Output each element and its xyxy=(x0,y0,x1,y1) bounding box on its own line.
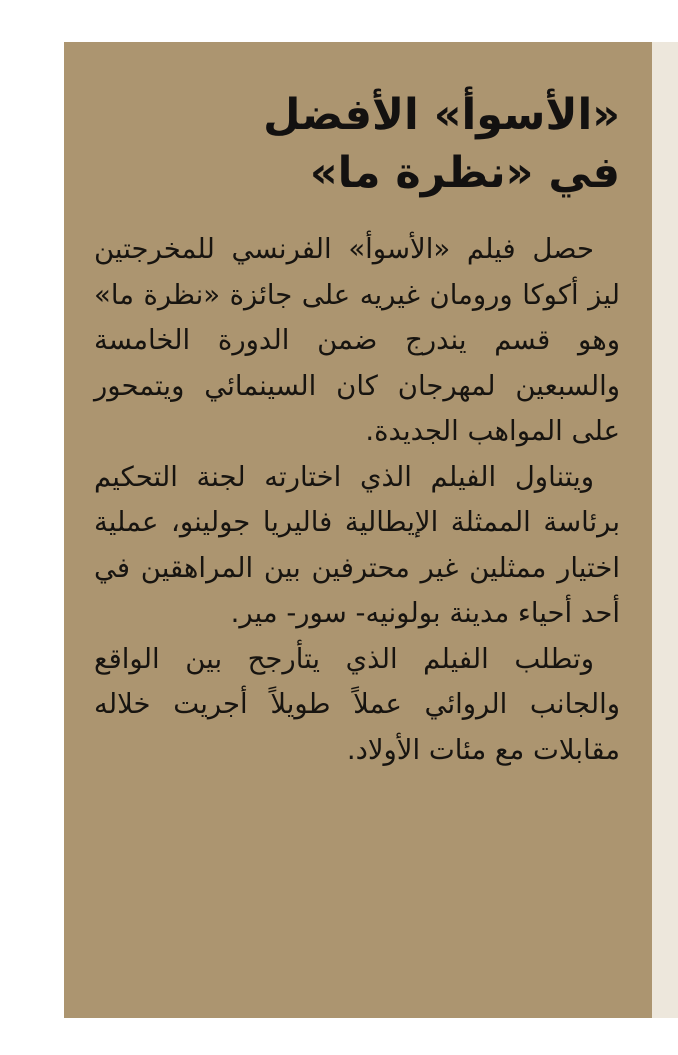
headline-line-1: «الأسوأ» الأفضل xyxy=(263,90,620,140)
article-headline xyxy=(94,86,620,202)
paragraph-2: ويتناول الفيلم الذي اختارته لجنة التحكيم برئاسة الممثلة الإيطالية فاليريا جولينو، عملية اختيار ممثلين غير محترفين بين المراهقين في أحد أحياء مدينة بولونيه- سور- مير. xyxy=(94,460,620,629)
side-strip xyxy=(652,42,678,1018)
paragraph-1: حصل فيلم «الأسوأ» الفرنسي للمخرجتين ليز أكوكا ورومان غيريه على جائزة «نظرة ما» وهو قسم يندرج ضمن الدورة الخامسة والسبعين لمهرجان كان السينمائي ويتمحور على المواهب الجديدة. xyxy=(94,233,620,447)
headline-line-2: في «نظرة ما» xyxy=(309,148,620,198)
paragraph-3: وتطلب الفيلم الذي يتأرجح بين الواقع والجانب الروائي عملاً طويلاً أجريت خلاله مقابلات مع مئات الأولاد. xyxy=(94,642,620,766)
article-box xyxy=(64,42,652,1018)
article-body xyxy=(94,227,620,773)
